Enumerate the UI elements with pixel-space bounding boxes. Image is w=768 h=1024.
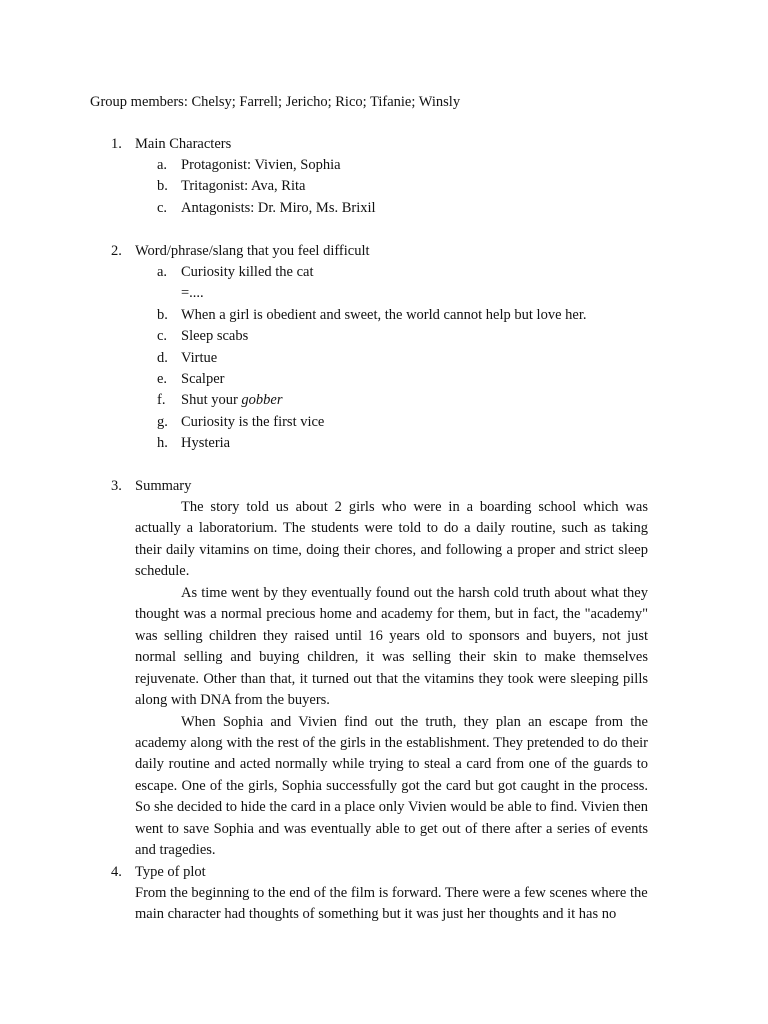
list-item xyxy=(0,433,768,454)
list-item-letter: h. xyxy=(157,435,168,452)
list-item xyxy=(0,176,768,197)
list-item-text: Curiosity is the first vice xyxy=(181,413,325,430)
list-item-text-italic: gobber xyxy=(241,392,283,409)
list-item-letter: b. xyxy=(157,306,168,323)
summary-paragraph: As time went by they eventually found out the harsh cold truth about what they thought was a normal precious home and academy for them, but in fact, the "academy" was selling children they raised until 16 years old to sponsors and buyers, not just normal selling and buying children, it was selling their skin to make themselves rejuvenate. Other than that, it turned out that the vitamins they took were sleeping pills along with DNA from the buyers. xyxy=(135,584,648,709)
list-item-text: Sleep scabs xyxy=(181,328,249,345)
list-item-letter: b. xyxy=(157,178,168,195)
list-item-text: Tritagonist: Ava, Rita xyxy=(181,178,306,195)
list-item xyxy=(0,155,768,176)
list-item xyxy=(0,262,768,283)
section-number: 4. xyxy=(111,864,122,880)
list-item xyxy=(0,305,768,326)
list-item-letter: d. xyxy=(157,349,168,366)
meaning-placeholder: =.... xyxy=(181,285,204,302)
section-number: 2. xyxy=(111,243,122,259)
section-title: Main Characters xyxy=(135,136,232,152)
list-item-text: Virtue xyxy=(181,349,218,366)
list-item-text: Protagonist: Vivien, Sophia xyxy=(181,157,341,173)
list-item-text: Scalper xyxy=(181,370,225,387)
list-item xyxy=(0,412,768,433)
list-item-text-plain: Shut your xyxy=(181,392,242,409)
section-title: Summary xyxy=(135,478,192,494)
list-item-text: Antagonists: Dr. Miro, Ms. Brixil xyxy=(181,199,376,216)
section-main-characters xyxy=(0,134,768,219)
list-item xyxy=(0,390,768,411)
section-number: 3. xyxy=(111,478,122,494)
section-difficult-words xyxy=(0,241,768,455)
list-item-letter: g. xyxy=(157,413,168,430)
section-title: Type of plot xyxy=(135,864,206,880)
list-item-text: When a girl is obedient and sweet, the world cannot help but love her. xyxy=(181,306,587,323)
plot-text-line: main character had thoughts of something but it was just her thoughts and it has no xyxy=(135,906,617,923)
list-item-text xyxy=(181,390,283,411)
summary-paragraph: When Sophia and Vivien find out the truth, they plan an escape from the academy along with the rest of the girls in the establishment. They pretended to do their daily routine and acted normally while trying to steal a card from one of the guards to escape. One of the girls, Sophia successfully got the card but got caught in the process. So she decided to hide the card in a place only Vivien would be able to find. Vivien then went to save Sophia and was eventually able to get out of there after a series of events and tragedies. xyxy=(135,713,648,859)
list-item-continuation xyxy=(0,283,768,304)
list-item-letter: c. xyxy=(157,328,168,345)
section-summary xyxy=(0,476,768,862)
list-item-letter: f. xyxy=(157,392,166,409)
list-item-letter: e. xyxy=(157,370,168,387)
plot-text-line: From the beginning to the end of the film is forward. There were a few scenes where the xyxy=(135,885,648,901)
section-title: Word/phrase/slang that you feel difficult xyxy=(135,243,370,259)
list-item xyxy=(0,326,768,347)
list-item xyxy=(0,198,768,219)
list-item-letter: a. xyxy=(157,264,168,280)
list-item-text: Curiosity killed the cat xyxy=(181,264,314,280)
list-item xyxy=(0,369,768,390)
section-number: 1. xyxy=(111,136,122,152)
group-members-line: Group members: Chelsy; Farrell; Jericho; Rico; Tifanie; Winsly xyxy=(90,94,461,110)
list-item-text: Hysteria xyxy=(181,435,231,452)
summary-paragraph: The story told us about 2 girls who were in a boarding school which was actually a laboratorium. The students were told to do a daily routine, such as taking their daily vitamins on time, doing their chores, and following a proper and strict sleep schedule. xyxy=(135,499,648,580)
section-type-of-plot xyxy=(0,862,768,926)
list-item-letter: c. xyxy=(157,199,168,216)
list-item-letter: a. xyxy=(157,157,168,173)
list-item xyxy=(0,348,768,369)
